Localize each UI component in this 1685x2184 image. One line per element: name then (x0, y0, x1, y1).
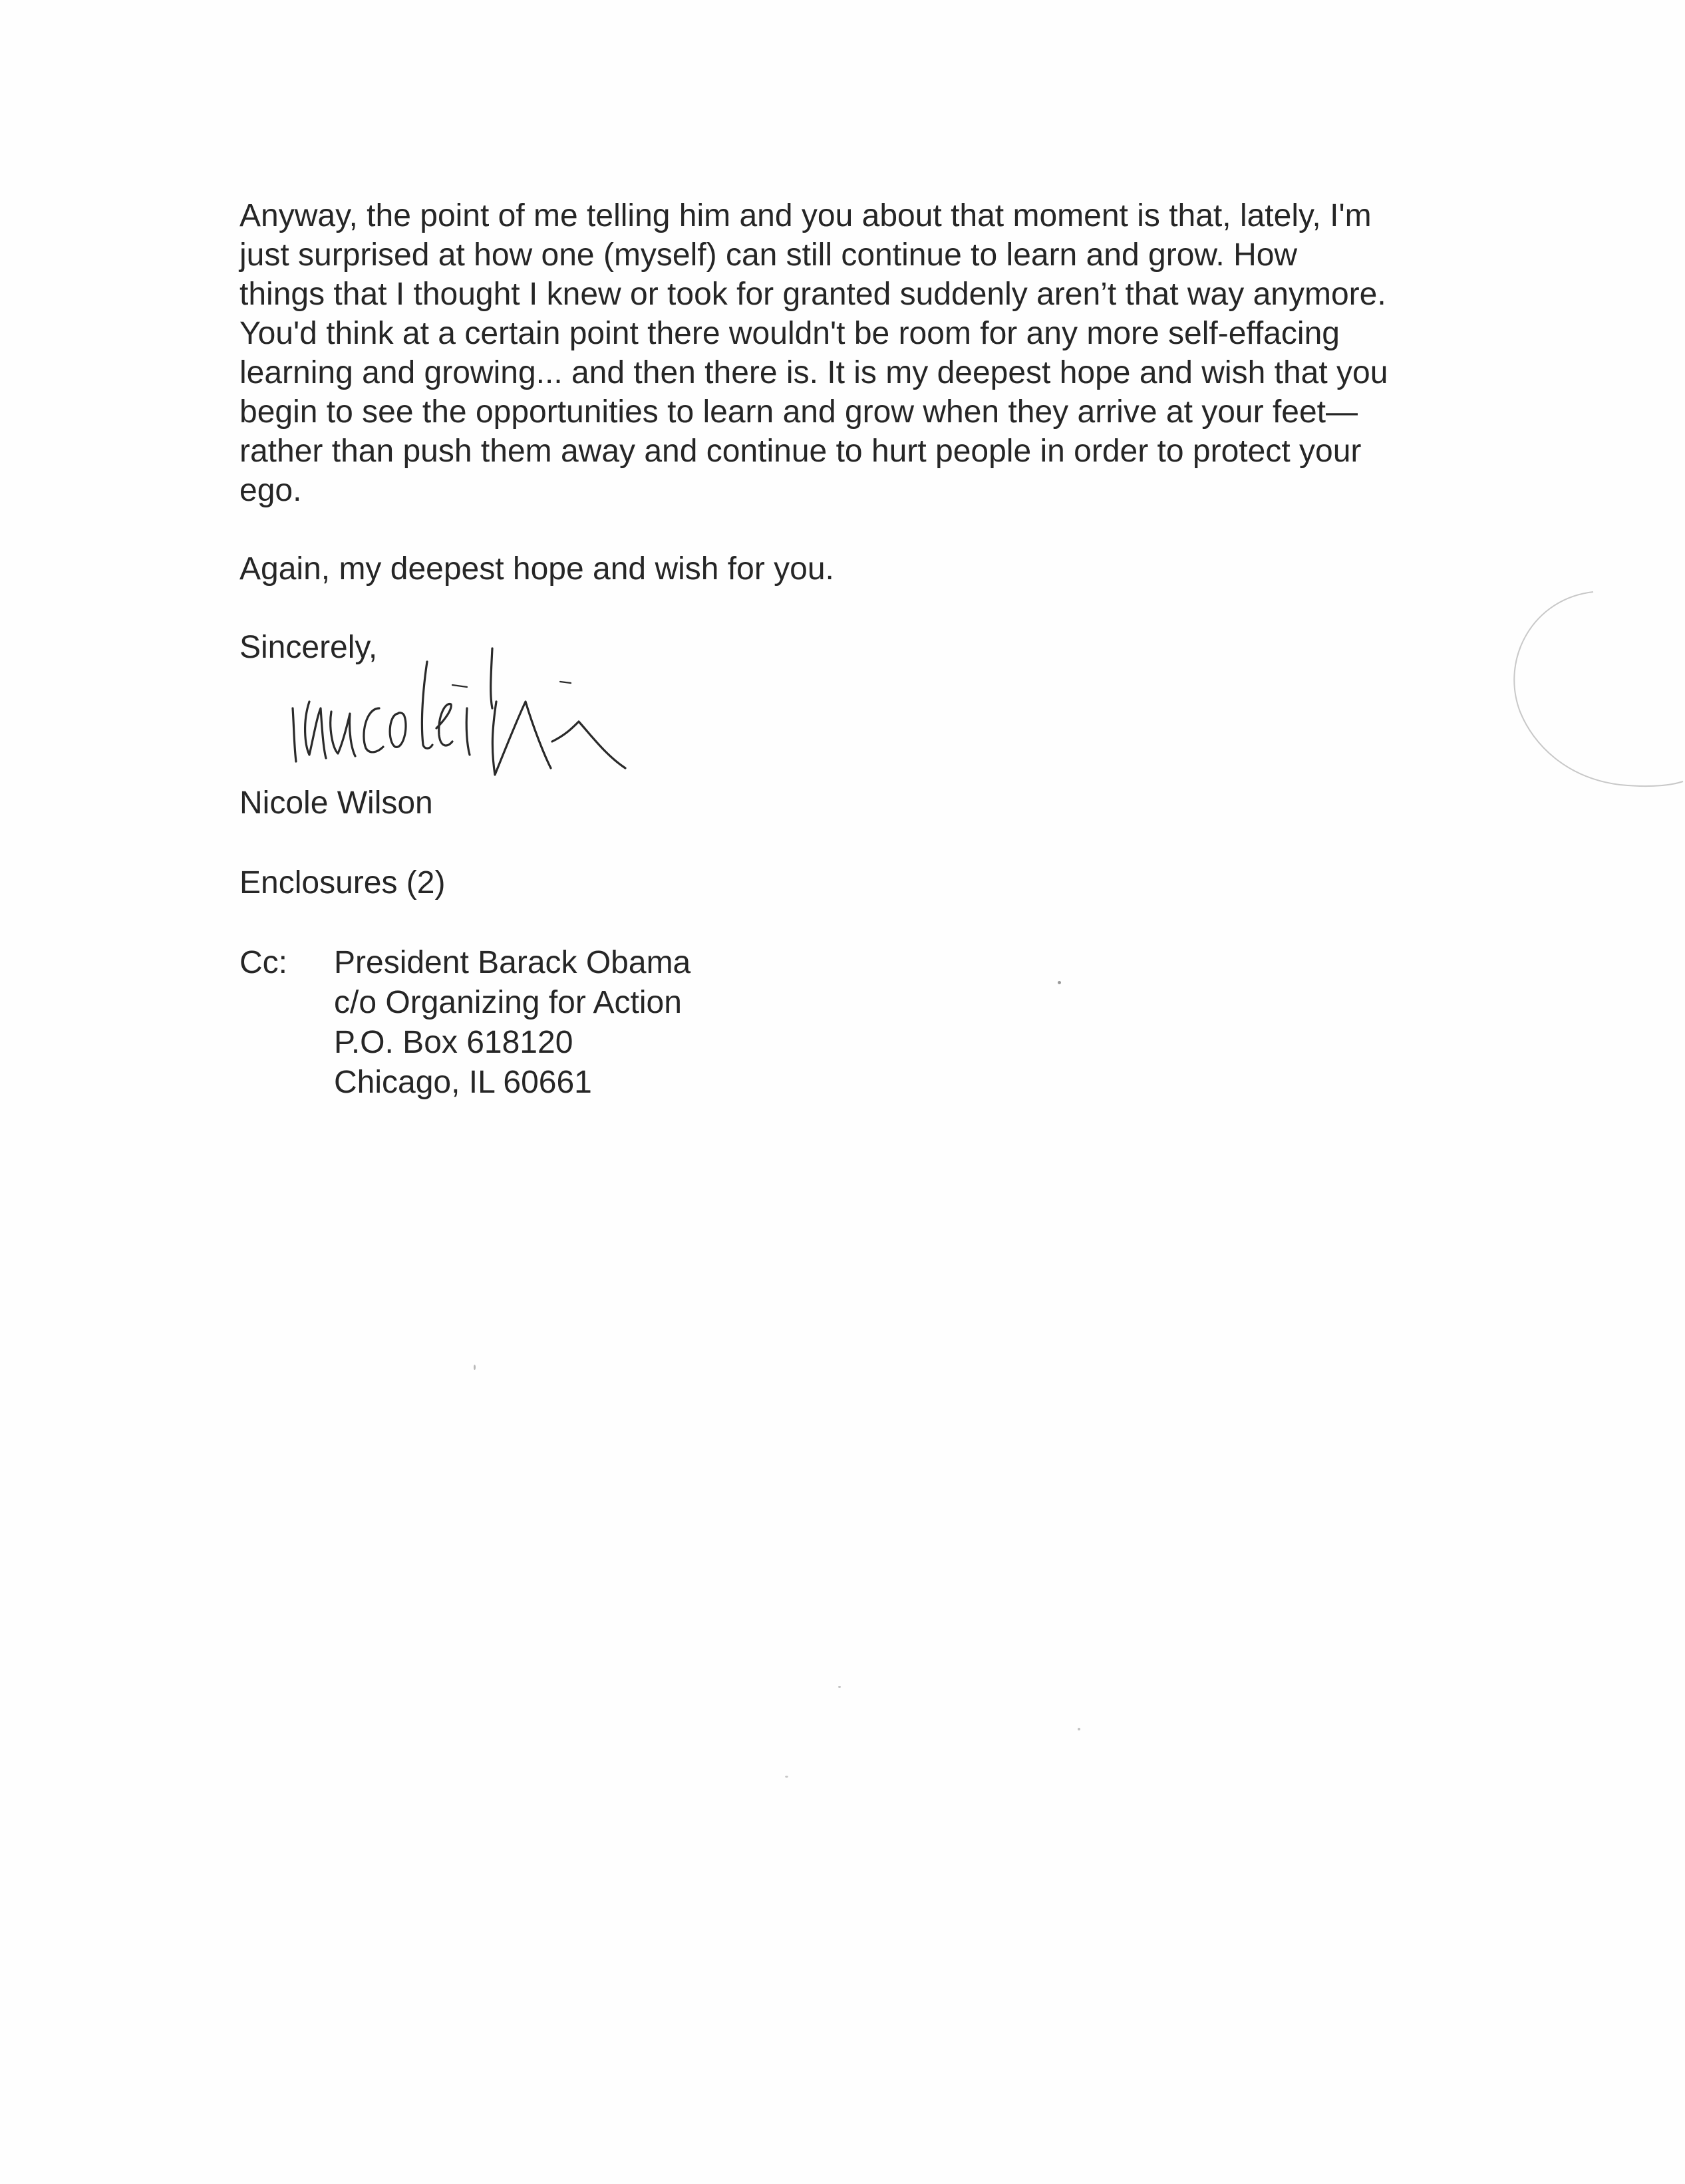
cc-label: Cc: (239, 945, 287, 980)
scan-speck (1058, 981, 1061, 984)
salutation: Sincerely, (239, 630, 378, 665)
cc-address-line: Chicago, IL 60661 (334, 1065, 592, 1100)
scan-speck (785, 1776, 788, 1778)
signer-name: Nicole Wilson (239, 785, 433, 821)
cc-address-line: P.O. Box 618120 (334, 1025, 573, 1060)
paragraph-line: just surprised at how one (myself) can still continue to learn and grow. How (239, 237, 1298, 273)
paragraph-line: You'd think at a certain point there wouldn't be room for any more self-effacing (239, 316, 1340, 351)
closing-line: Again, my deepest hope and wish for you. (239, 551, 834, 587)
scan-speck (838, 1686, 841, 1688)
paragraph-line: Anyway, the point of me telling him and you about that moment is that, lately, I'm (239, 198, 1372, 233)
scan-speck (1078, 1728, 1080, 1730)
paragraph-line: rather than push them away and continue to hurt people in order to protect your (239, 434, 1362, 469)
paragraph-line: things that I thought I knew or took for granted suddenly aren’t that way anymore. (239, 277, 1386, 312)
paragraph-line: ego. (239, 473, 302, 508)
scan-speck (474, 1365, 476, 1370)
paragraph-line: begin to see the opportunities to learn and grow when they arrive at your feet— (239, 394, 1358, 430)
enclosures-note: Enclosures (2) (239, 865, 446, 900)
signature-image (273, 635, 685, 795)
cc-address-line: c/o Organizing for Action (334, 985, 682, 1020)
paper-impression-circle (1480, 585, 1685, 805)
cc-address-line: President Barack Obama (334, 945, 691, 980)
paragraph-line: learning and growing... and then there is. It is my deepest hope and wish that you (239, 355, 1388, 390)
